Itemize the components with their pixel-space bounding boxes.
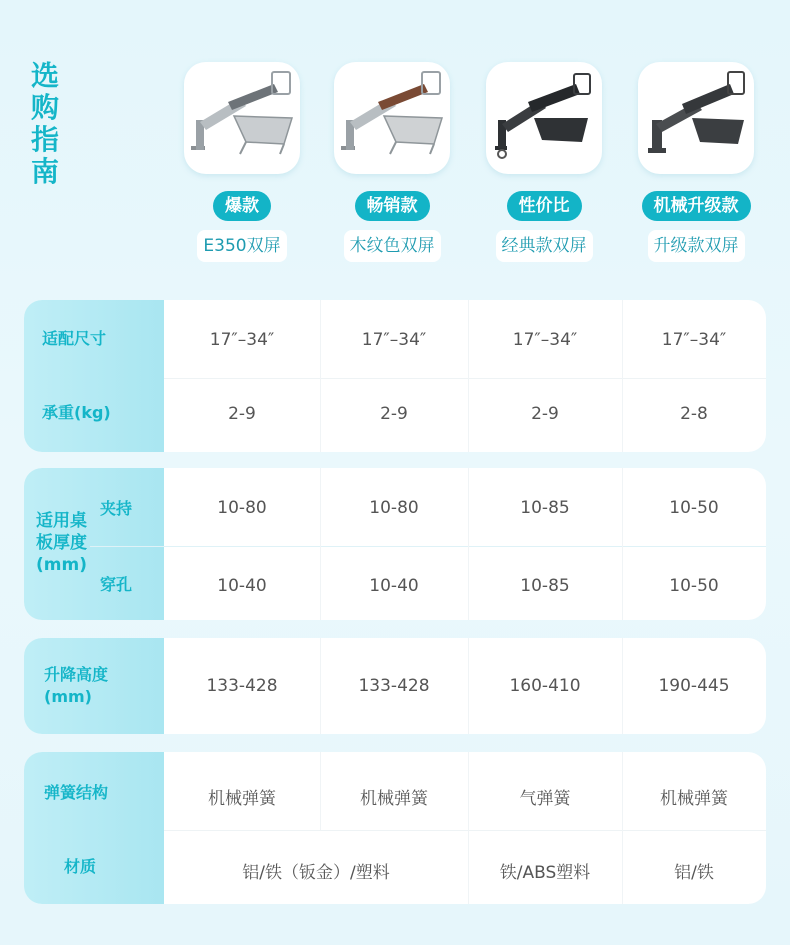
product-image-woodgrain-arm bbox=[334, 62, 450, 174]
cell-spring: 机械弹簧 bbox=[360, 789, 428, 809]
cell-material: 铝/铁 bbox=[674, 863, 714, 883]
row-label-desk-thickness: 适用桌板厚度(mm) bbox=[36, 511, 87, 575]
spec-block-spring-material bbox=[24, 752, 766, 904]
cell-spring: 机械弹簧 bbox=[208, 789, 276, 809]
row-label-screen-size: 适配尺寸 bbox=[42, 329, 107, 348]
cell-clamp: 10-80 bbox=[369, 498, 419, 518]
product-tag: 机械升级款 bbox=[642, 191, 751, 221]
spec-block-desk-thickness bbox=[24, 468, 766, 620]
cell-clamp: 10-80 bbox=[217, 498, 267, 518]
column-divider bbox=[320, 468, 321, 620]
cell-load: 2-8 bbox=[680, 404, 708, 424]
cell-height-range: 133-428 bbox=[206, 676, 278, 696]
cell-grommet: 10-40 bbox=[217, 576, 267, 596]
row-divider bbox=[164, 830, 766, 831]
product-card-3[interactable] bbox=[486, 62, 602, 262]
column-divider bbox=[468, 468, 469, 620]
cell-grommet: 10-50 bbox=[669, 576, 719, 596]
cell-screen-size: 17″–34″ bbox=[512, 330, 578, 350]
row-label-grommet: 穿孔 bbox=[100, 575, 133, 594]
cell-load: 2-9 bbox=[380, 404, 408, 424]
cell-grommet: 10-40 bbox=[369, 576, 419, 596]
row-label-height-range: 升降高度(mm) bbox=[44, 665, 109, 706]
row-label-clamp: 夹持 bbox=[100, 499, 133, 518]
cell-load: 2-9 bbox=[531, 404, 559, 424]
cell-material: 铁/ABS塑料 bbox=[499, 863, 591, 883]
product-variant: E350双屏 bbox=[197, 230, 286, 262]
cell-height-range: 190-445 bbox=[658, 676, 730, 696]
row-label-load: 承重(kg) bbox=[42, 403, 111, 422]
spec-block-height bbox=[24, 638, 766, 734]
product-variant: 升级款双屏 bbox=[648, 230, 745, 262]
product-tag: 爆款 bbox=[213, 191, 271, 221]
row-label-spring: 弹簧结构 bbox=[44, 783, 109, 802]
product-image-silver-arm bbox=[184, 62, 300, 174]
cell-height-range: 160-410 bbox=[509, 676, 581, 696]
product-variant: 经典款双屏 bbox=[496, 230, 593, 262]
cell-screen-size: 17″–34″ bbox=[209, 330, 275, 350]
spec-block-size-load bbox=[24, 300, 766, 452]
row-divider bbox=[90, 546, 766, 547]
cell-clamp: 10-85 bbox=[520, 498, 570, 518]
column-divider bbox=[320, 300, 321, 452]
product-image-dark-arm bbox=[638, 62, 754, 174]
cell-spring: 气弹簧 bbox=[519, 789, 571, 809]
cell-grommet: 10-85 bbox=[520, 576, 570, 596]
row-divider bbox=[164, 378, 766, 379]
column-divider bbox=[622, 300, 623, 452]
column-divider bbox=[468, 300, 469, 452]
cell-screen-size: 17″–34″ bbox=[361, 330, 427, 350]
product-card-1[interactable] bbox=[184, 62, 300, 262]
label-column bbox=[24, 752, 164, 904]
cell-clamp: 10-50 bbox=[669, 498, 719, 518]
column-divider bbox=[622, 468, 623, 620]
cell-spring: 机械弹簧 bbox=[660, 789, 728, 809]
product-tag: 性价比 bbox=[507, 191, 582, 221]
product-card-2[interactable] bbox=[334, 62, 450, 262]
product-image-black-arm bbox=[486, 62, 602, 174]
cell-screen-size: 17″–34″ bbox=[661, 330, 727, 350]
cell-load: 2-9 bbox=[228, 404, 256, 424]
product-tag: 畅销款 bbox=[355, 191, 430, 221]
label-column bbox=[24, 300, 164, 452]
row-label-material: 材质 bbox=[64, 857, 97, 876]
product-variant: 木纹色双屏 bbox=[344, 230, 441, 262]
product-card-4[interactable] bbox=[638, 62, 754, 262]
page-title: 选购指南 bbox=[30, 59, 59, 188]
cell-material: 铝/铁（钣金）/塑料 bbox=[242, 863, 390, 883]
cell-height-range: 133-428 bbox=[358, 676, 430, 696]
